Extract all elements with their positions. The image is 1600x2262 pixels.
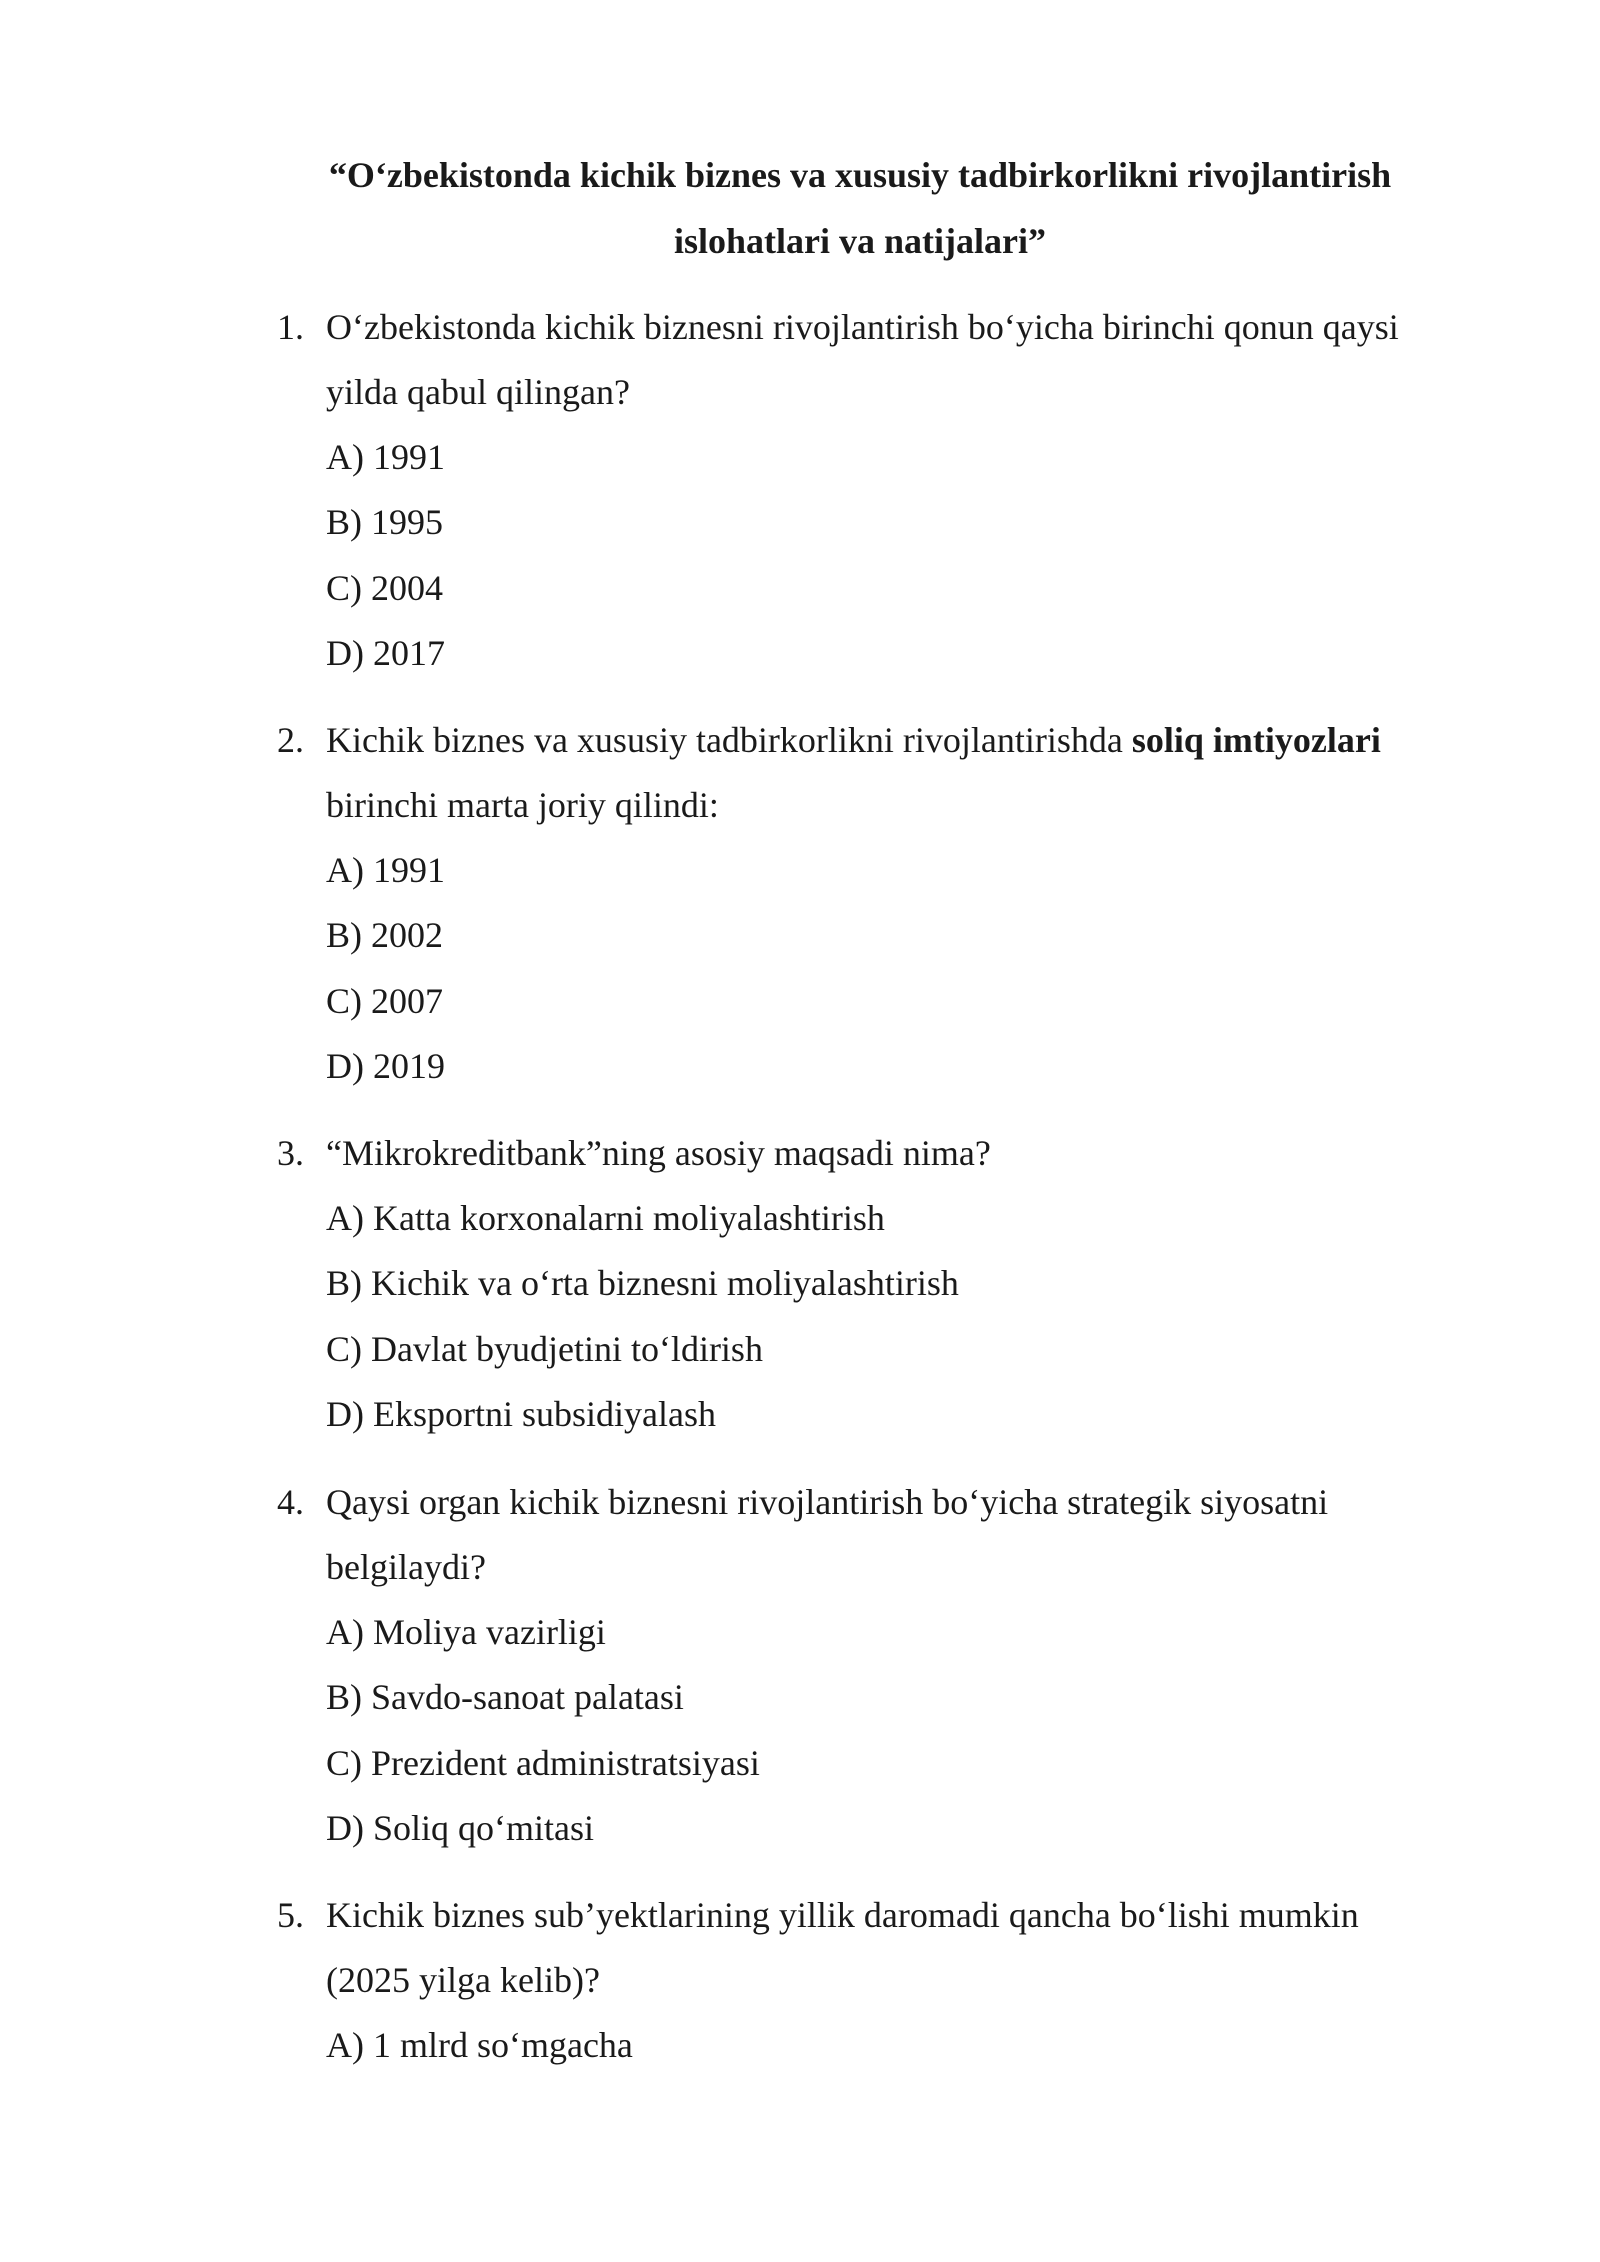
answer-option-c: C) Prezident administratsiyasi [326,1742,760,1783]
question-number: 1. [277,307,304,347]
question-text: “Mikrokreditbank”ning asosiy maqsadi nima? [326,1133,991,1173]
answer-option-b: B) 2002 [326,915,443,956]
question-text-continued: birinchi marta joriy qilindi: [326,785,719,825]
answer-option-b: B) 1995 [326,502,443,543]
question-text: O‘zbekistonda kichik biznesni rivojlantirish bo‘yicha birinchi qonun qaysi [326,307,1399,347]
answer-option-a: A) 1991 [326,850,445,890]
question-4 [0,1469,1600,1860]
answer-option-d: D) Eksportni subsidiyalash [326,1393,716,1434]
answer-option-d: D) 2017 [326,632,445,673]
question-3 [0,1120,1600,1446]
title-line-1: “O‘zbekistonda kichik biznes va xususiy tadbirkorlikni rivojlantirish [328,155,1392,195]
answer-option-c: C) Davlat byudjetini to‘ldirish [326,1328,763,1369]
answer-option-a: A) Katta korxonalarni moliyalashtirish [326,1198,885,1238]
answer-option-a: A) 1 mlrd so‘mgacha [326,2025,633,2065]
question-number: 2. [277,720,304,760]
answer-option-b: B) Savdo-sanoat palatasi [326,1677,684,1718]
question-text-plain: Kichik biznes va xususiy tadbirkorlikni rivojlantirishda [326,720,1132,760]
answer-option-b: B) Kichik va o‘rta biznesni moliyalashtirish [326,1263,959,1304]
question-number: 4. [277,1482,304,1522]
question-1 [0,294,1600,685]
question-number: 5. [277,1895,304,1935]
answer-option-a: A) Moliya vazirligi [326,1612,606,1652]
question-text [326,707,1381,773]
answer-option-a: A) 1991 [326,437,445,477]
question-text-continued: yilda qabul qilingan? [326,372,630,412]
question-2 [0,707,1600,1098]
question-text: Kichik biznes sub’yektlarining yillik daromadi qancha bo‘lishi mumkin [326,1895,1359,1935]
question-text-bold: soliq imtiyozlari [1131,720,1381,760]
answer-option-d: D) Soliq qo‘mitasi [326,1807,594,1848]
answer-option-d: D) 2019 [326,1045,445,1086]
question-number: 3. [277,1133,304,1173]
question-text-continued: (2025 yilga kelib)? [326,1960,600,2000]
question-5 [0,1882,1600,2077]
answer-option-c: C) 2004 [326,567,443,608]
question-text: Qaysi organ kichik biznesni rivojlantirish bo‘yicha strategik siyosatni [326,1482,1329,1522]
answer-option-c: C) 2007 [326,980,443,1021]
document-title [200,142,1520,274]
question-text-continued: belgilaydi? [326,1547,486,1587]
title-line-2: islohatlari va natijalari” [674,221,1046,261]
